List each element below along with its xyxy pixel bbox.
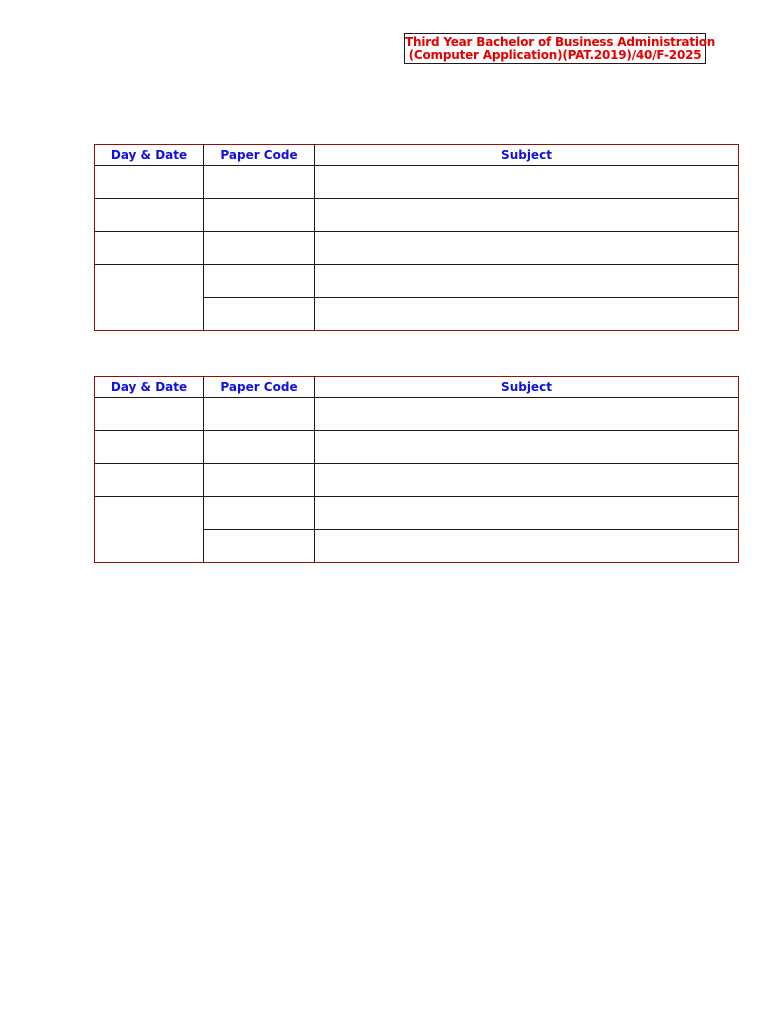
paper-code-cell <box>204 497 315 530</box>
column-header-day-date: Day & Date <box>95 377 204 398</box>
day-date-cell-merged <box>95 497 204 563</box>
document-title <box>404 33 716 64</box>
subject-cell <box>315 199 739 232</box>
table-row <box>95 464 739 497</box>
paper-code-cell <box>204 298 315 331</box>
title-line-1: Third Year Bachelor of Business Administration <box>405 35 716 49</box>
day-date-cell <box>95 464 204 497</box>
table-row <box>95 232 739 265</box>
table-row <box>95 497 739 530</box>
paper-code-cell <box>204 265 315 298</box>
table-header-row <box>95 377 739 398</box>
subject-cell <box>315 298 739 331</box>
paper-code-cell <box>204 398 315 431</box>
day-date-cell <box>95 166 204 199</box>
day-date-cell-merged <box>95 265 204 331</box>
subject-cell <box>315 530 739 563</box>
subject-cell <box>315 398 739 431</box>
subject-cell <box>315 232 739 265</box>
paper-code-cell <box>204 530 315 563</box>
timetable-1 <box>94 144 739 331</box>
paper-code-cell <box>204 464 315 497</box>
paper-code-cell <box>204 166 315 199</box>
timetable-2 <box>94 376 739 563</box>
subject-cell <box>315 265 739 298</box>
subject-cell <box>315 464 739 497</box>
paper-code-cell <box>204 232 315 265</box>
subject-cell <box>315 497 739 530</box>
column-header-paper-code: Paper Code <box>204 377 315 398</box>
subject-cell <box>315 166 739 199</box>
table-header-row <box>95 145 739 166</box>
table-row <box>95 199 739 232</box>
day-date-cell <box>95 398 204 431</box>
column-header-subject: Subject <box>315 145 739 166</box>
subject-cell <box>315 431 739 464</box>
table-row <box>95 431 739 464</box>
column-header-subject: Subject <box>315 377 739 398</box>
paper-code-cell <box>204 431 315 464</box>
table-row <box>95 265 739 298</box>
day-date-cell <box>95 199 204 232</box>
column-header-day-date: Day & Date <box>95 145 204 166</box>
table-row <box>95 166 739 199</box>
paper-code-cell <box>204 199 315 232</box>
column-header-paper-code: Paper Code <box>204 145 315 166</box>
day-date-cell <box>95 431 204 464</box>
title-line-2: (Computer Application)(PAT.2019)/40/F-2025 <box>408 48 702 62</box>
table-row <box>95 398 739 431</box>
day-date-cell <box>95 232 204 265</box>
